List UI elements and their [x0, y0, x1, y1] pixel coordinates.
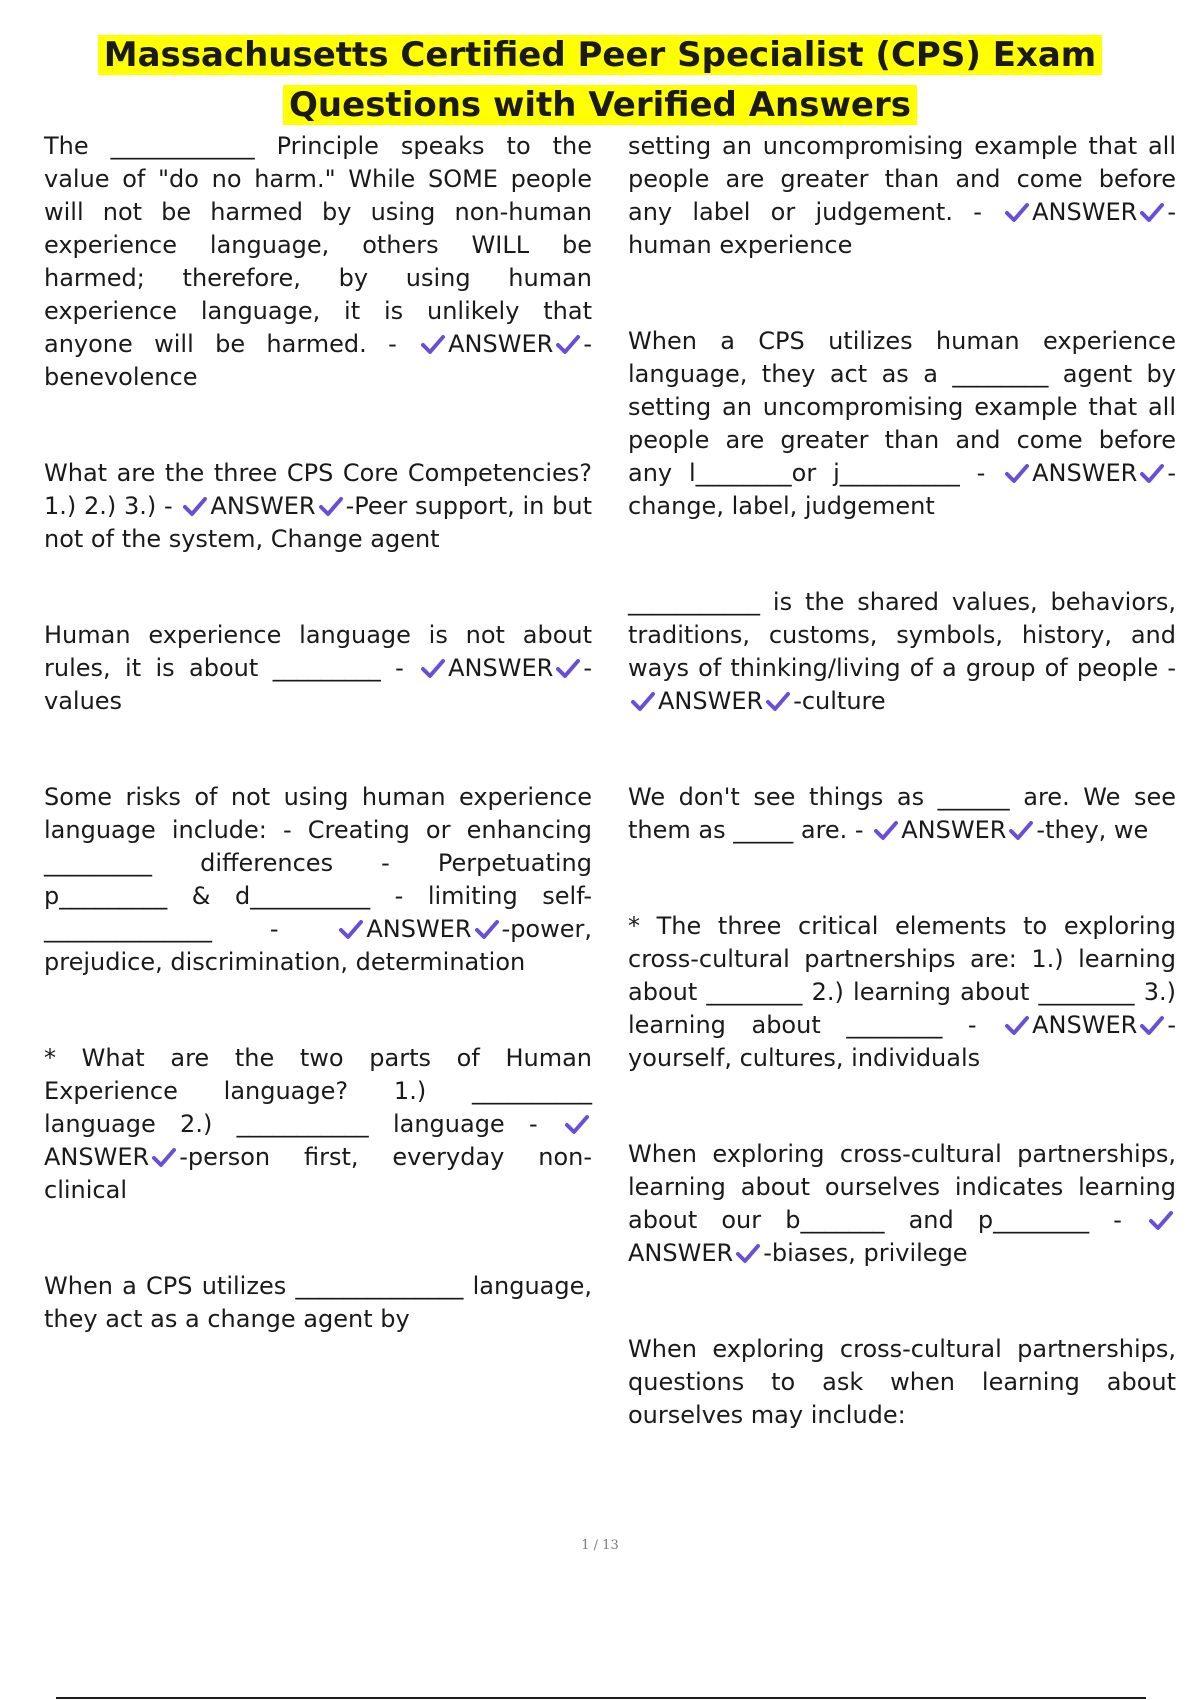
qa-item: [44, 1042, 592, 1207]
answer-text: -culture: [793, 687, 886, 715]
answer-label: ANSWER: [1032, 1011, 1138, 1039]
check-icon: [151, 1146, 177, 1168]
question-text: * What are the two parts of Human Experience language? 1.) __________ language 2.) ___________ language -: [44, 1044, 592, 1138]
qa-item: [628, 325, 1176, 523]
check-icon: [1004, 201, 1030, 223]
check-icon: [318, 495, 344, 517]
check-icon: [474, 918, 500, 940]
answer-label: ANSWER: [658, 687, 764, 715]
question-text: Human experience language is not about rules, it is about _________ -: [44, 621, 592, 682]
answer-label: ANSWER: [628, 1239, 734, 1267]
check-icon: [1139, 462, 1165, 484]
qa-item: [44, 457, 592, 556]
answer-text: -change, label, judgement: [628, 459, 1176, 520]
qa-item: [628, 910, 1176, 1075]
check-icon: [564, 1113, 590, 1135]
check-icon: [555, 333, 581, 355]
answer-label: ANSWER: [210, 492, 316, 520]
check-icon: [1139, 1014, 1165, 1036]
check-icon: [338, 918, 364, 940]
answer-text: -yourself, cultures, individuals: [628, 1011, 1176, 1072]
answer-text: -Peer support, in but not of the system, Change agent: [44, 492, 592, 553]
qa-item: [44, 619, 592, 718]
answer-text: -human experience: [628, 198, 1176, 259]
check-icon: [1004, 462, 1030, 484]
question-text: When a CPS utilizes human experience language, they act as a ________ agent by setting an uncompromising example that all people are greater than and come before any l________or j__________ -: [628, 327, 1176, 487]
check-icon: [1148, 1209, 1174, 1231]
answer-label: ANSWER: [448, 654, 554, 682]
check-icon: [873, 819, 899, 841]
question-text: Some risks of not using human experience language include: - Creating or enhancing _________ differences - Perpetuating p_________ & d__________ - limiting self-______________ -: [44, 783, 592, 943]
question-text: What are the three CPS Core Competencies? 1.) 2.) 3.) -: [44, 459, 592, 520]
check-icon: [765, 690, 791, 712]
answer-text: -benevolence: [44, 330, 592, 391]
qa-item: [628, 781, 1176, 847]
check-icon: [735, 1242, 761, 1264]
question-text: setting an uncompromising example that all people are greater than and come before any label or judgement. -: [628, 132, 1176, 226]
question-text: When exploring cross-cultural partnerships, learning about ourselves indicates learning about our b_______ and p________ -: [628, 1140, 1176, 1234]
answer-text: -values: [44, 654, 592, 715]
question-text: When a CPS utilizes ______________ language, they act as a change agent by: [44, 1272, 592, 1333]
bottom-rule: [56, 1697, 1146, 1699]
answer-text: -they, we: [1036, 816, 1149, 844]
answer-label: ANSWER: [448, 330, 554, 358]
answer-label: ANSWER: [1032, 459, 1138, 487]
answer-text: -person first, everyday non-clinical: [44, 1143, 592, 1204]
check-icon: [420, 657, 446, 679]
title-block: [0, 30, 1200, 130]
answer-label: ANSWER: [366, 915, 472, 943]
question-text: We don't see things as ______ are. We see them as _____ are. -: [628, 783, 1176, 844]
check-icon: [420, 333, 446, 355]
qa-item: [44, 781, 592, 979]
question-text: * The three critical elements to exploring cross-cultural partnerships are: 1.) learning about ________ 2.) learning about ________ 3.) learning about ________ -: [628, 912, 1176, 1039]
qa-item: [628, 1138, 1176, 1270]
check-icon: [1008, 819, 1034, 841]
check-icon: [1004, 1014, 1030, 1036]
check-icon: [1139, 201, 1165, 223]
check-icon: [182, 495, 208, 517]
question-text: The ____________ Principle speaks to the value of "do no harm." While SOME people will not be harmed by using non-human experience language, others WILL be harmed; therefore, by using human experience language, it is unlikely that anyone will be harmed. -: [44, 132, 592, 358]
question-text: ___________ is the shared values, behaviors, traditions, customs, symbols, history, and ways of thinking/living of a group of people -: [628, 588, 1176, 682]
answer-text: -biases, privilege: [763, 1239, 968, 1267]
answer-label: ANSWER: [901, 816, 1007, 844]
qa-item: [628, 1333, 1176, 1432]
check-icon: [630, 690, 656, 712]
right-column: [628, 130, 1176, 1495]
qa-item: [628, 130, 1176, 262]
answer-label: ANSWER: [1032, 198, 1138, 226]
check-icon: [555, 657, 581, 679]
qa-item: [44, 130, 592, 394]
qa-item: [628, 586, 1176, 718]
page-title: Massachusetts Certified Peer Specialist (CPS) Exam Questions with Verified Answers: [98, 35, 1102, 125]
page-indicator: 1 / 13: [581, 1538, 619, 1553]
left-column: [44, 130, 592, 1399]
answer-text: -power, prejudice, discrimination, determination: [44, 915, 592, 976]
question-text: When exploring cross-cultural partnerships, questions to ask when learning about ourselves may include:: [628, 1335, 1176, 1429]
qa-item: [44, 1270, 592, 1336]
answer-label: ANSWER: [44, 1143, 150, 1171]
